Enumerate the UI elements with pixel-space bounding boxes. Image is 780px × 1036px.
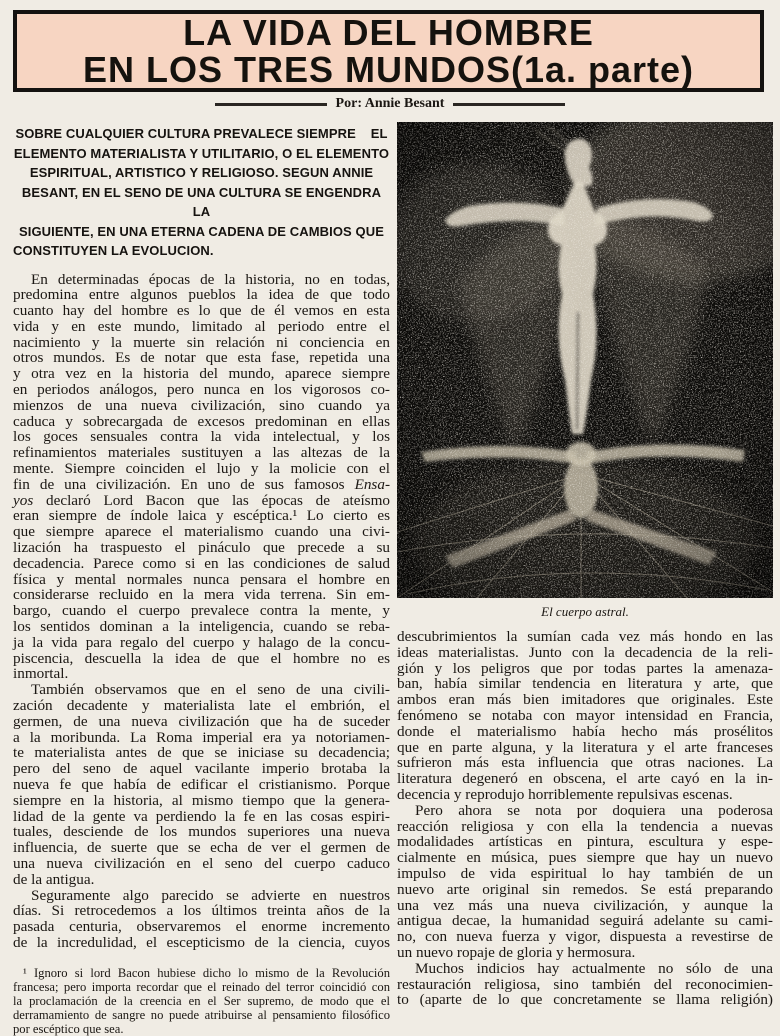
text-line: fin de una civilización. En uno de sus famosos Ensa- — [13, 475, 390, 493]
paragraph — [397, 629, 773, 803]
text-line: ambos eran más bien imitadores que originales. Este — [397, 691, 773, 709]
right-column — [397, 122, 773, 1008]
text-line: que en parte alguna, y la literatura y el arte franceses — [397, 738, 773, 756]
text-line: decencia y reprodujo horriblemente repulsivas escenas. — [397, 785, 733, 803]
text-line: cialmente en música, pues siempre que hay un nuevo — [397, 849, 773, 867]
text-line: francesa; pero importa recordar que el reinado del terror coincidió con — [13, 979, 390, 994]
text-line: los goces sensuales contra la vida intelectual, y los — [13, 428, 390, 446]
paragraph — [13, 272, 390, 683]
text-line: derramamiento de sangre no puede atribuirse al pensamiento filosófico — [13, 1007, 390, 1022]
paragraph — [397, 961, 773, 1008]
text-line: física y mental normales nunca pensara el hombre en — [13, 570, 390, 588]
text-line: a la moribunda. La Roma imperial era ya notoriamen- — [13, 728, 390, 746]
text-line: otros mundos. Es de notar que esta fase, repetida una — [13, 349, 390, 367]
text-line: decadencia. Parece como si en las condiciones de salud — [13, 554, 390, 572]
text-line: ELEMENTO MATERIALISTA Y UTILITARIO, O EL ELEMENTO — [13, 145, 390, 161]
text-line: fenómeno se notaba con mayor intensidad en Francia, — [397, 706, 773, 724]
text-line: SOBRE CUALQUIER CULTURA PREVALECE SIEMPRE EL — [15, 126, 388, 141]
left-column — [13, 124, 390, 1036]
text-line: Pero ahora se nota por doquiera una poderosa — [415, 801, 773, 819]
text-line: donde el materialismo había hecho más prosélitos — [397, 722, 773, 740]
text-line: de la incredulidad, el escepticismo de la ciencia, cuyos — [13, 933, 390, 951]
text-line: reacción religiosa y con ella la tendencia a nuevas — [397, 817, 773, 835]
text-line: to (aparte de lo que concretamente se llama religión) — [397, 991, 773, 1009]
text-line: inmortal. — [13, 665, 69, 683]
byline-rule-right — [453, 103, 565, 106]
text-line: antigua decae, la humanidad seguirá adelante su cami- — [397, 912, 773, 930]
astral-body-illustration — [397, 122, 773, 598]
title-box — [13, 10, 764, 92]
text-line: cuanto hay del hombre es lo que de él vemos en esta — [13, 302, 390, 320]
paragraph — [13, 682, 390, 887]
text-line: una nueva civilización en el seno del cuerpo caduco — [13, 854, 390, 872]
text-line: tuales, desciende de los mundos superiores una nueva — [13, 823, 390, 841]
text-line: que siempre aparece el materialismo cuando una civi- — [13, 523, 390, 541]
text-line: También observamos que en el seno de una civili- — [31, 681, 390, 699]
text-line: ESPIRITUAL, ARTISTICO Y RELIGIOSO. SEGUN ANNIE — [29, 165, 374, 180]
text-line: zación decadente y materialista late el embrión, el — [13, 697, 390, 715]
text-line: una vez más una nueva civilización, y aunque la — [397, 896, 773, 914]
text-line: Muchos indicios hay actualmente no sólo de una — [415, 959, 773, 977]
text-line: nuevo arte original sin remedos. Se está preparando — [397, 880, 773, 898]
page-title — [83, 14, 694, 88]
text-line: bargo, cuando el cuerpo prevalece contra la mente, y — [13, 602, 390, 620]
text-line: SIGUIENTE, EN UNA ETERNA CADENA DE CAMBIOS QUE — [18, 223, 384, 239]
text-line: en periodos análogos, pero nunca en los vigorosos co- — [13, 381, 390, 399]
text-line: un nuevo ropaje de gloria y hermosura. — [397, 943, 636, 961]
text-line: mente. Siempre coinciden el lujo y la molicie con el — [13, 460, 390, 478]
astral-image-svg — [397, 122, 773, 598]
paragraph — [13, 888, 390, 951]
text-line: En determinadas épocas de la historia, no en todas, — [31, 270, 390, 288]
text-line: siempre en la historia, al mismo tiempo que la genera- — [13, 791, 390, 809]
text-line: yos declaró Lord Bacon que las épocas de ateísmo — [13, 491, 390, 509]
right-column-text — [397, 629, 773, 1008]
text-line: lización ha traspuesto el pináculo que precede a su — [13, 539, 390, 557]
byline — [0, 96, 780, 112]
text-line: caduca y sobrecargada de excesos predominan en ellas — [13, 412, 390, 430]
page-title-line2: EN LOS TRES MUNDOS(1a. parte) — [82, 49, 695, 90]
text-line: ban, había similar tendencia en literatura y arte, que — [397, 675, 773, 693]
text-line: de la antigua. — [13, 870, 95, 888]
left-column-text — [13, 272, 390, 951]
text-line: nueva fe que había de edificar el cristianismo. Porque — [13, 776, 390, 793]
text-line: restauración religiosa, sino también del reconocimien- — [397, 975, 773, 993]
text-line: pero del seno de aquel vacilante imperio brotaba la — [13, 760, 390, 778]
text-line: y otra vez en la historia del mundo, aparece siempre — [13, 365, 390, 383]
text-line: eran siempre de índole laica y escéptica.¹ Lo cierto es — [13, 507, 390, 525]
text-line: piscencia, descuella la idea de que el hombre no es — [13, 649, 390, 667]
text-line: germen, de una nueva civilización que ha de suceder — [13, 712, 390, 730]
text-line: por escéptico que sea. — [13, 1021, 124, 1036]
text-line: predomina entre algunos pueblos la idea de que todo — [13, 286, 390, 304]
text-line: ideas materialistas. Junto con la decadencia de la reli- — [397, 643, 773, 661]
text-line: impulso de vida espiritual lo hay también de un — [397, 864, 773, 882]
text-line: te materialista antes de que se iniciase su decadencia; — [13, 744, 390, 762]
text-line: influencia, de suerte que se echa de ver el germen de — [13, 839, 390, 857]
text-line: lidad de la gente va perdiendo la fe en las cosas espiri- — [13, 807, 390, 825]
footnote — [13, 966, 390, 1036]
text-line: gión y los peligros que por todas partes la amenaza- — [397, 659, 773, 677]
text-line: pasada centuria, observaremos el enorme incremento — [13, 918, 390, 936]
byline-text: Por: Annie Besant — [335, 96, 445, 111]
image-caption: El cuerpo astral. — [541, 604, 629, 619]
intro-summary — [13, 124, 390, 261]
text-line: sufrieron más esta influencia que otras naciones. La — [397, 754, 773, 772]
text-line: CONSTITUYEN LA EVOLUCION. — [13, 243, 214, 258]
text-line: considerarse recluido en la mera vida terrena. Sin em- — [13, 586, 390, 604]
text-line: modalidades artísticas en pintura, escultura y espe- — [397, 833, 773, 851]
byline-rule-left — [215, 103, 327, 106]
text-line: ja la vida para regalo del cuerpo y halago de la concu- — [13, 633, 390, 651]
text-line: BESANT, EN EL SENO DE UNA CULTURA SE ENGENDRA LA — [21, 184, 385, 219]
page-title-line1: LA VIDA DEL HOMBRE — [183, 12, 594, 53]
text-line: días. Si retrocedemos a los últimos treinta años de la — [13, 902, 390, 920]
text-line: literatura degeneró en obscena, el arte cayó en la in- — [397, 770, 773, 788]
text-line: mienzos de una nueva civilización, sino cuando ya — [13, 396, 390, 414]
text-line: vida y en este mundo, limitado al periodo entre el — [13, 317, 390, 335]
text-line: nacimiento y la muerte sin relación ni conciencia en — [13, 333, 390, 351]
paragraph — [397, 803, 773, 961]
text-line: la proclamación de la creencia en el Ser supremo, de modo que el — [13, 993, 390, 1008]
text-line: descubrimientos la sumían cada vez más hondo en las — [397, 628, 773, 645]
text-line: ¹ Ignoro si lord Bacon hubiese dicho lo mismo de la Revolución — [23, 965, 390, 980]
text-line: Seguramente algo parecido se advierte en nuestros — [31, 886, 390, 904]
text-line: refinamientos materiales sustituyen a las altezas de la — [13, 444, 390, 462]
text-line: no, con nueva fuerza y vigor, dispuesta a revestirse de — [397, 928, 773, 946]
text-line: los sentidos dominan a la inteligencia, cuando se reba- — [13, 618, 390, 636]
